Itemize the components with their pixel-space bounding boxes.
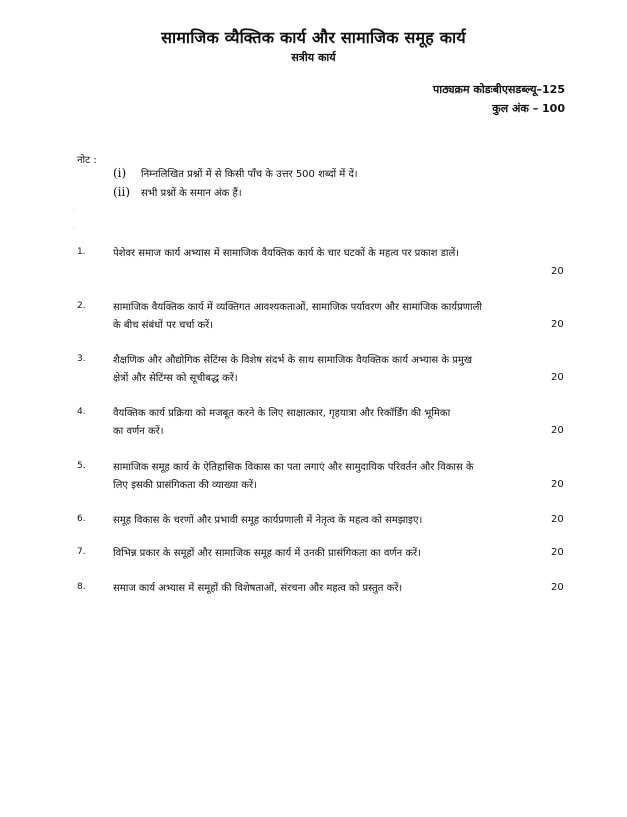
question-number: 8. (77, 582, 86, 592)
question-line: वैयक्तिक कार्य प्रक्रिया को मजबूत करने के लिए साक्षात्कार, गृहयात्रा और रिकॉर्डिंग की भूमिका (113, 408, 451, 419)
document-title: सामाजिक व्यैक्तिक कार्य और सामाजिक समूह कार्य (161, 28, 466, 47)
instruction-item (113, 185, 242, 199)
question-number: 7. (77, 547, 86, 557)
question-text (113, 245, 568, 263)
question-marks: 20 (551, 319, 564, 330)
instruction-number: (ii) (113, 185, 131, 199)
total-marks: कुल अंक – 100 (492, 102, 565, 115)
instruction-text: निम्नलिखित प्रश्नों में से किसी पाँच के उत्तर 500 शब्दों में दें। (141, 169, 358, 180)
question-number: 1. (77, 247, 86, 257)
question-text (113, 545, 568, 563)
question-text (113, 512, 568, 530)
question-text (113, 459, 568, 495)
instruction-text: सभी प्रश्नों के समान अंक हैं। (141, 188, 242, 199)
question-line: का वर्णन करें। (113, 426, 164, 437)
stray-mark: · (73, 225, 75, 232)
question-line: समूह विकास के चरणों और प्रभावी समूह कार्यप्रणाली में नेतृत्व के महत्व को समझाइए। (113, 515, 423, 526)
question-marks: 20 (551, 582, 564, 593)
course-code: पाठ्यक्रम कोडःबीएसडब्ल्यू–125 (433, 83, 565, 96)
question-text (113, 405, 568, 441)
question-line: सामाजिक समूह कार्य के ऐतिहासिक विकास का पता लगाएं और सामुदायिक परिवर्तन और विकास के (113, 462, 474, 473)
question-line: शैक्षणिक और औद्योगिक सेटिंग्स के विशेष संदर्भ के साथ सामाजिक वैयक्तिक कार्य अभ्यास के प्रमुख (113, 355, 473, 366)
question-number: 2. (77, 301, 86, 311)
question-marks: 20 (551, 479, 564, 490)
instruction-number: (i) (113, 166, 127, 180)
question-number: 3. (77, 354, 86, 364)
question-line: विभिन्न प्रकार के समूहों और सामाजिक समूह कार्य में उनकी प्रासंगिकता का वर्णन करें। (113, 548, 421, 559)
question-marks: 20 (551, 372, 564, 383)
question-number: 4. (77, 407, 86, 417)
question-text (113, 580, 568, 598)
question-marks: 20 (551, 514, 564, 525)
question-line: लिए इसकी प्रासंगिकता की व्याख्या करें। (113, 480, 257, 491)
question-line: सामाजिक वैयक्तिक कार्य में व्यक्तिगत आवश्यकताओं, सामाजिक पर्यावरण और सामाजिक कार्यप्रणाली (113, 302, 482, 313)
stray-mark: · (73, 207, 75, 214)
question-text (113, 299, 568, 335)
question-line: के बीच संबंधों पर चर्चा करें। (113, 320, 214, 331)
instruction-item (113, 166, 358, 180)
question-marks: 20 (551, 547, 564, 558)
question-marks: 20 (551, 425, 564, 436)
question-text (113, 352, 568, 388)
question-number: 6. (77, 514, 86, 524)
note-label: नोट : (77, 155, 97, 166)
question-line: क्षेत्रों और सेटिंग्स को सूचीबद्ध करें। (113, 373, 238, 384)
question-line: समाज कार्य अभ्यास में समूहों की विशेषताओं, संरचना और महत्व को प्रस्तुत करें। (113, 583, 403, 594)
document-subtitle: सत्रीय कार्य (291, 51, 336, 64)
question-number: 5. (77, 461, 86, 471)
question-line: पेशेवर समाज कार्य अभ्यास में सामाजिक वैयक्तिक कार्य के चार घटकों के महत्व पर प्रकाश डालें। (113, 248, 460, 259)
question-marks: 20 (551, 266, 564, 277)
